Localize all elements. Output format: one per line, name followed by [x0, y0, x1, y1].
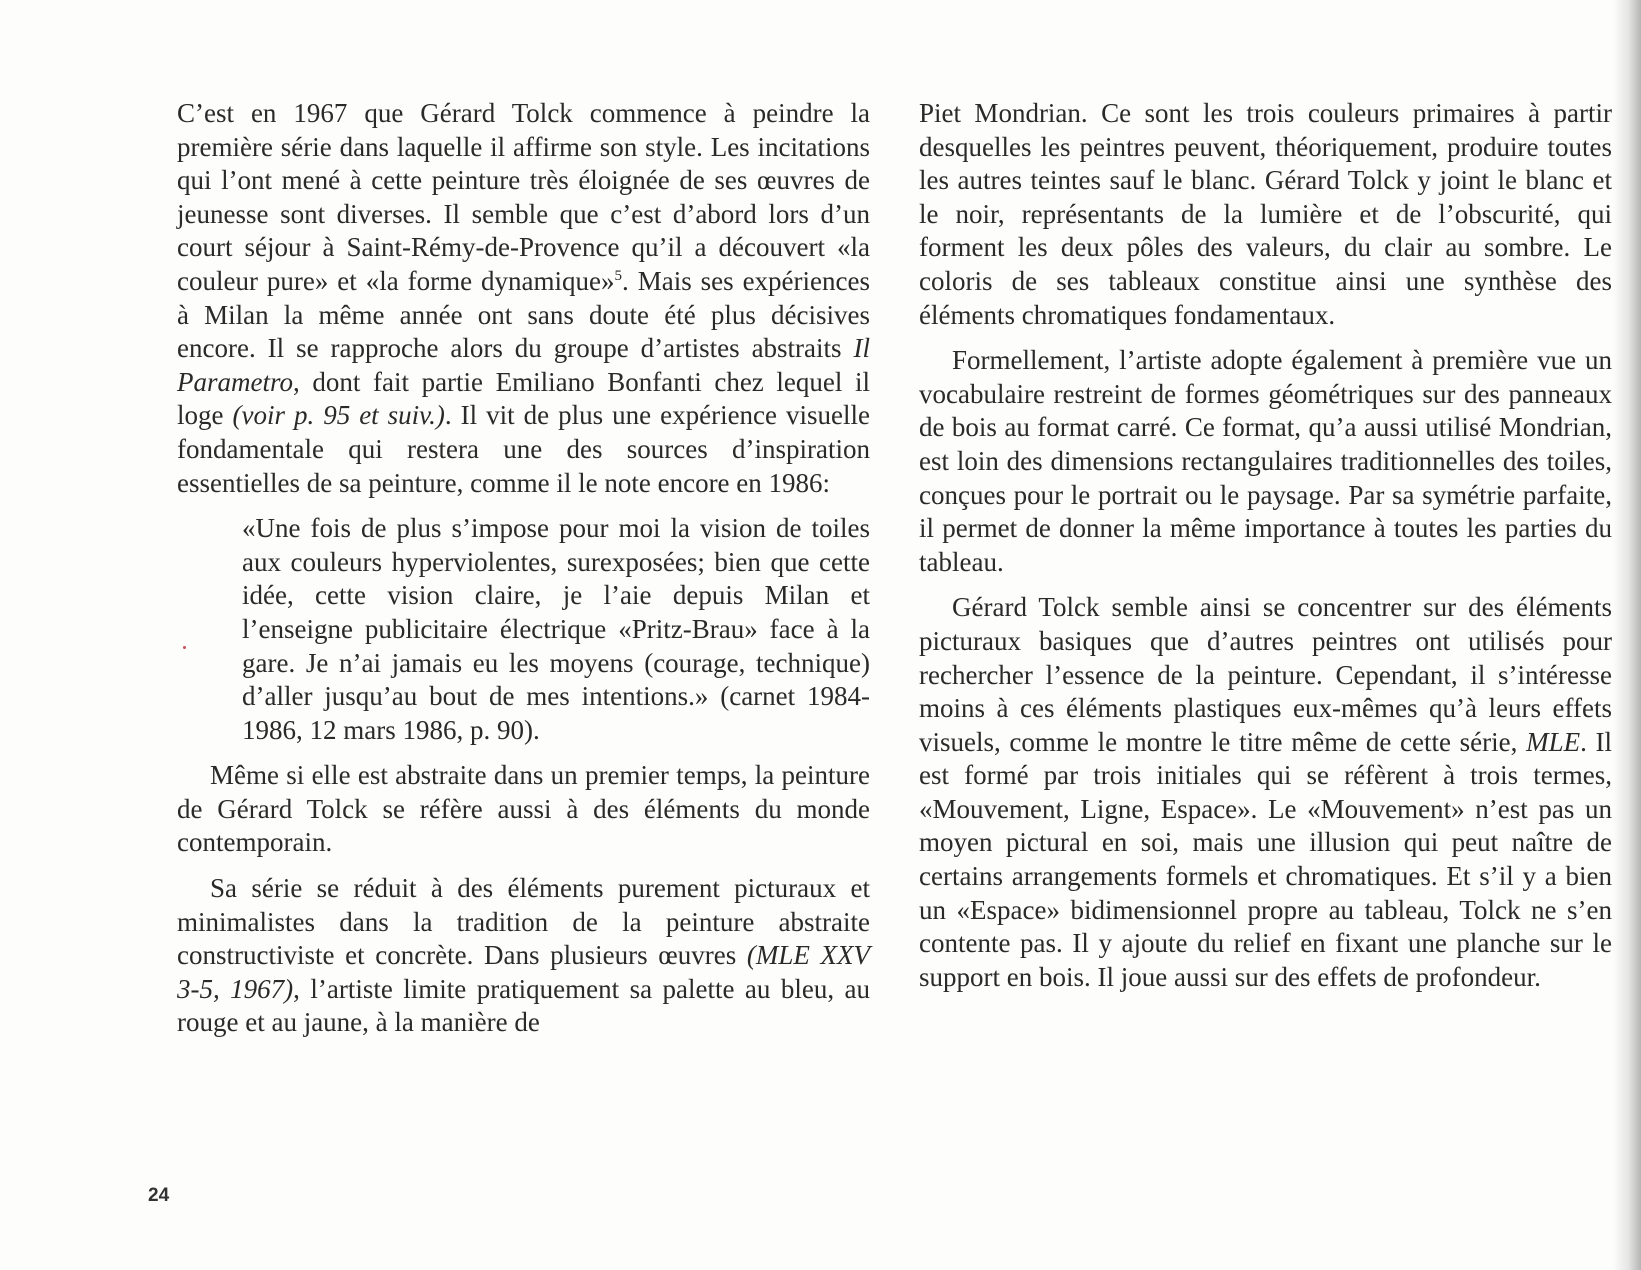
- paragraph-3-text-a: Sa série se réduit à des éléments purement picturaux et minimalistes dans la tradition de la peinture abstraite constructiviste et concrète. Dans plusieurs œuvres: [177, 873, 870, 971]
- series-title-italic: MLE: [1526, 726, 1581, 757]
- page-cross-reference: (voir p. 95 et suiv.): [232, 400, 445, 431]
- paragraph-1-text-b: . Mais ses expériences à Milan la même année ont sans doute été plus décisives encore. Il se rapproche alors du groupe d’artistes abstraits: [177, 265, 870, 364]
- paragraph-6-text-b: . Il est formé par trois initiales qui se réfèrent à trois termes, «Mouvement, Ligne, Espace». Le «Mouvement» n’est pas un moyen pictural en soi, mais une illusion qui peut naître de certains arrangements formels et chromatiques. Et s’il y a bien un «Espace» bidimensionnel propre au tableau, Tolck ne s’en contente pas. Il y ajoute du relief en fixant une planche sur le support en bois. Il joue aussi sur des effets de profondeur.: [919, 726, 1612, 992]
- block-quote: «Une fois de plus s’impose pour moi la vision de toiles aux couleurs hyperviolentes, surexposées; bien que cette idée, cette vision claire, je l’aie depuis Milan et l’enseigne publicitaire électrique «Pritz-Brau» face à la gare. Je n’ai jamais eu les moyens (courage, technique) d’aller jusqu’au bout de mes intentions.» (carnet 1984-1986, 12 mars 1986, p. 90).: [242, 513, 870, 745]
- paragraph-2: Même si elle est abstraite dans un premier temps, la peinture de Gérard Tolck se réfère aussi à des éléments du monde contemporain.: [177, 760, 870, 858]
- paragraph-3: [177, 872, 870, 1040]
- paragraph-1-text-a: C’est en 1967 que Gérard Tolck commence à peindre la première série dans laquelle il affirme son style. Les incitations qui l’ont mené à cette peinture très éloignée de ses œuvres de jeunesse sont diverses. Il semble que c’est d’abord lors d’un court séjour à Saint-Rémy-de-Provence qu’il a découvert «la couleur pure» et «la forme dynamique»: [177, 98, 870, 296]
- paragraph-1: [177, 97, 870, 500]
- page-edge-shadow: [1613, 0, 1641, 1270]
- paragraph-6-text-a: Gérard Tolck semble ainsi se concentrer sur des éléments picturaux basiques que d’autres peintres ont utilisés pour rechercher l’essence de la peinture. Cependant, il s’intéresse moins à ces éléments plastiques eux-mêmes qu’à leurs effets visuels, comme le montre le titre même de cette série,: [919, 592, 1612, 757]
- right-text-column: [919, 97, 1612, 994]
- scan-speck: [183, 646, 186, 649]
- left-text-column: [177, 97, 870, 1040]
- group-name-italic: Il Parametro: [177, 333, 870, 397]
- paragraph-3-text-b: , l’artiste limite pratiquement sa palette au bleu, au rouge et au jaune, à la manière de: [177, 973, 870, 1038]
- paragraph-6: [919, 591, 1612, 994]
- footnote-reference: 5: [614, 267, 623, 284]
- paragraph-5: Formellement, l’artiste adopte également à première vue un vocabulaire restreint de formes géométriques sur des panneaux de bois au format carré. Ce format, qu’a aussi utilisé Mondrian, est loin des dimensions rectangulaires traditionnelles des toiles, conçues pour le portrait ou le paysage. Par sa symétrie parfaite, il permet de donner la même importance à toutes les parties du tableau.: [919, 345, 1612, 577]
- artwork-reference-italic: (MLE XXV 3-5, 1967): [177, 940, 870, 1004]
- paragraph-1-text-d: . Il vit de plus une expérience visuelle fondamentale qui restera une des sources d’inspiration essentielles de sa peinture, comme il le note encore en 1986:: [177, 400, 870, 498]
- paragraph-4: Piet Mondrian. Ce sont les trois couleurs primaires à partir desquelles les peintres peuvent, théoriquement, produire toutes les autres teintes sauf le blanc. Gérard Tolck y joint le blanc et le noir, représentants de la lumière et de l’obscurité, qui forment les deux pôles des valeurs, du clair au sombre. Le coloris de ses tableaux constitue ainsi une synthèse des éléments chromatiques fondamentaux.: [919, 98, 1612, 330]
- paragraph-1-text-c: , dont fait partie Emiliano Bonfanti chez lequel il loge: [177, 366, 870, 431]
- page-number: 24: [148, 1185, 170, 1206]
